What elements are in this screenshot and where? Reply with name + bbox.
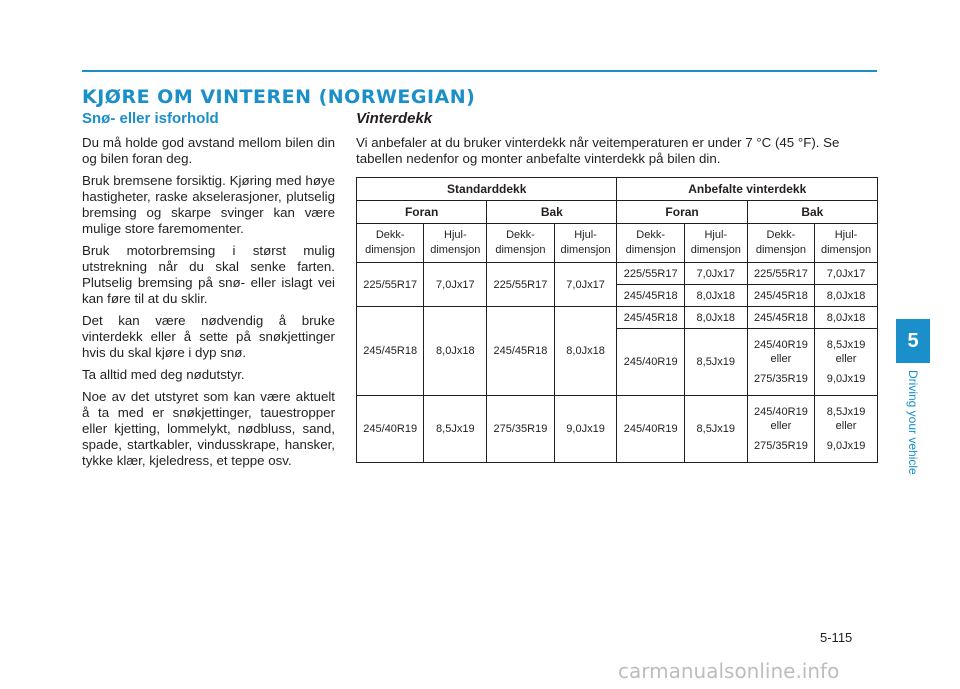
cell-tire: 225/55R17 (617, 263, 684, 285)
winter-tires-heading: Vinterdekk (356, 110, 433, 127)
cell-wheel: 8,0Jx18 (815, 307, 878, 329)
cell-wheel: 8,5Jx19 (684, 396, 747, 463)
winter-tires-intro: Vi anbefaler at du bruker vinterdekk når veitemperaturen er under 7 °C (45 °F). Se tabellen nedenfor og monter anbefalte vinterdekk på bilen din. (356, 135, 840, 166)
right-column (356, 110, 878, 463)
col-tire-dim: Dekk- dimensjon (357, 224, 424, 263)
cell-wheel: 7,0Jx17 (815, 263, 878, 285)
cell-wheel-options: 8,5Jx19 eller 9,0Jx19 (815, 396, 878, 463)
cell-tire: 245/45R18 (617, 285, 684, 307)
paragraph: Bruk motorbremsing i størst mulig utstrekning når du skal senke farten. Plutselig bremsing på snø- eller islagt vei kan føre til at du sklir. (82, 243, 335, 306)
cell-wheel: 9,0Jx19 (554, 396, 617, 463)
chapter-label: Driving your vehicle (906, 370, 920, 475)
section-title: KJØRE OM VINTEREN (NORWEGIAN) (82, 86, 476, 108)
cell-tire: 245/45R18 (357, 307, 424, 396)
cell-tire: 245/40R19 (617, 329, 684, 396)
page-number: 5-115 (820, 630, 853, 645)
header-standard: Standarddekk (357, 178, 617, 201)
cell-tire-options: 245/40R19 eller 275/35R19 (747, 329, 814, 396)
cell-tire: 245/45R18 (747, 285, 814, 307)
snow-ice-heading: Snø- eller isforhold (82, 110, 219, 127)
col-wheel-dim: Hjul- dimensjon (815, 224, 878, 263)
header-rear: Bak (747, 201, 877, 224)
cell-tire: 245/40R19 (617, 396, 684, 463)
left-column (82, 110, 335, 475)
cell-wheel: 8,5Jx19 (684, 329, 747, 396)
header-front: Foran (617, 201, 747, 224)
col-tire-dim: Dekk- dimensjon (617, 224, 684, 263)
cell-tire: 245/45R18 (747, 307, 814, 329)
cell-wheel: 8,0Jx18 (815, 285, 878, 307)
col-tire-dim: Dekk- dimensjon (747, 224, 814, 263)
cell-tire: 225/55R17 (357, 263, 424, 307)
paragraph: Du må holde god avstand mellom bilen din og bilen foran deg. (82, 135, 335, 166)
watermark: carmanualsonline.info (618, 659, 840, 683)
cell-wheel: 7,0Jx17 (554, 263, 617, 307)
cell-tire: 245/45R18 (617, 307, 684, 329)
cell-tire: 245/45R18 (487, 307, 554, 396)
col-wheel-dim: Hjul- dimensjon (684, 224, 747, 263)
header-recommended: Anbefalte vinterdekk (617, 178, 878, 201)
winter-tire-table (356, 177, 878, 463)
cell-tire: 245/40R19 (357, 396, 424, 463)
cell-tire: 275/35R19 (487, 396, 554, 463)
cell-wheel: 7,0Jx17 (684, 263, 747, 285)
cell-tire: 225/55R17 (487, 263, 554, 307)
cell-wheel: 8,0Jx18 (424, 307, 487, 396)
col-wheel-dim: Hjul- dimensjon (424, 224, 487, 263)
cell-wheel: 8,0Jx18 (684, 285, 747, 307)
cell-tire-options: 245/40R19 eller 275/35R19 (747, 396, 814, 463)
col-wheel-dim: Hjul- dimensjon (554, 224, 617, 263)
cell-wheel: 7,0Jx17 (424, 263, 487, 307)
paragraph: Bruk bremsene forsiktig. Kjøring med høye hastigheter, raske akselerasjoner, plutselig bremsing og skarpe svinger kan være mulige store faremomenter. (82, 173, 335, 236)
cell-wheel: 8,5Jx19 (424, 396, 487, 463)
paragraph: Det kan være nødvendig å bruke vinterdekk eller å sette på snøkjettinger hvis du skal kjøre i dyp snø. (82, 313, 335, 360)
paragraph: Noe av det utstyret som kan være aktuelt å ta med er snøkjettinger, tauestropper eller kjetting, lommelykt, nødbluss, sand, spade, startkabler, vindusskrape, hansker, tykke klær, kjeledress, et teppe osv. (82, 389, 335, 468)
cell-wheel: 8,0Jx18 (554, 307, 617, 396)
header-rear: Bak (487, 201, 617, 224)
paragraph: Ta alltid med deg nødutstyr. (82, 367, 245, 382)
cell-wheel-options: 8,5Jx19 eller 9,0Jx19 (815, 329, 878, 396)
header-front: Foran (357, 201, 487, 224)
top-rule (82, 70, 877, 72)
col-tire-dim: Dekk- dimensjon (487, 224, 554, 263)
cell-tire: 225/55R17 (747, 263, 814, 285)
cell-wheel: 8,0Jx18 (684, 307, 747, 329)
chapter-tab: 5 (896, 319, 930, 363)
